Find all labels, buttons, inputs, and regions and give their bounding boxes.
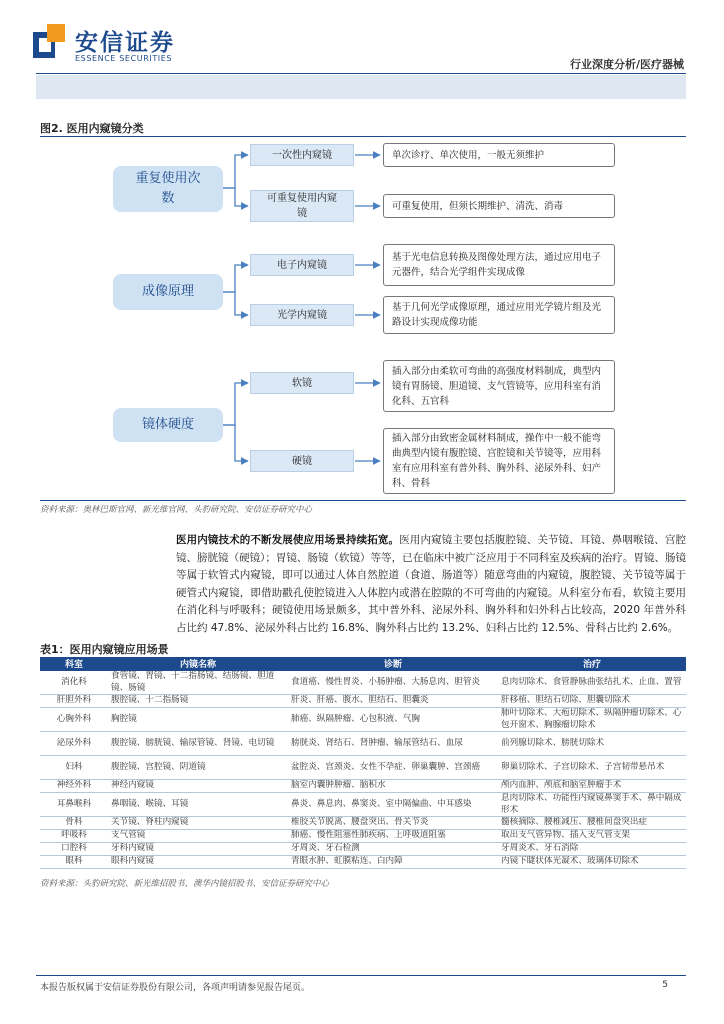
- table-header-row: [40, 657, 686, 671]
- type-electronic-endoscope: 电子内窥镜: [250, 254, 354, 276]
- report-type: 行业深度分析/医疗器械: [569, 58, 684, 71]
- cell-treatment: 肝移植、胆结石切除、胆囊切除术: [498, 695, 686, 708]
- desc-flexible: 插入部分由柔软可弯曲的高强度材料制成，典型内镜有胃肠镜、胆道镜、支气管镜等，应用科室有消化科、五官科: [383, 360, 615, 412]
- footer-disclaimer: 本报告版权属于安信证券股份有限公司，各项声明请参见报告尾页。: [40, 983, 311, 993]
- connector-2b: [223, 292, 248, 315]
- cell-scope: 腹腔镜、膀胱镜、输尿管镜、肾镜、电切镜: [108, 732, 288, 756]
- figure-title: 图2. 医用内窥镜分类: [40, 122, 144, 135]
- header-divider: [36, 73, 686, 74]
- connector-3b: [223, 425, 248, 461]
- cell-scope: 牙科内窥镜: [108, 843, 288, 856]
- cell-scope: 神经内窥镜: [108, 780, 288, 793]
- connector-3a: [223, 383, 248, 425]
- cell-dept: 神经外科: [40, 780, 108, 793]
- desc-rigid: 插入部分由致密金属材料制成，操作中一般不能弯曲典型内镜有腹腔镜、宫腔镜和关节镜等，应用科室有应用科室有普外科、胸外科、泌尿外科、妇产科、骨科: [383, 428, 615, 494]
- cell-dept: 呼吸科: [40, 830, 108, 843]
- cell-dept: 骨科: [40, 817, 108, 830]
- cell-treatment: 息肉切除术、食管静脉曲张结扎术、止血、置管: [498, 671, 686, 695]
- type-rigid-scope: 硬镜: [250, 450, 354, 472]
- connector-2a: [223, 265, 248, 292]
- company-name-en: ESSENCE SECURITIES: [75, 54, 173, 63]
- cell-treatment: 牙周炎术、牙石消除: [498, 843, 686, 856]
- cell-scope: 腹腔镜、宫腔镜、阴道镜: [108, 756, 288, 780]
- table-row: [40, 756, 686, 780]
- table-row: [40, 793, 686, 817]
- table-title: 表1：医用内窥镜应用场景: [40, 643, 169, 656]
- type-flexible-scope: 软镜: [250, 372, 354, 394]
- category-imaging-principle: 成像原理: [113, 274, 223, 310]
- paragraph-lead: 医用内镜技术的不断发展使应用场景持续拓宽。: [176, 534, 400, 546]
- cell-dept: 耳鼻喉科: [40, 793, 108, 817]
- cell-diagnosis: 椎胶关节脱离、腰盘突出、骨关节炎: [288, 817, 498, 830]
- col-header-treatment: 治疗: [498, 657, 686, 671]
- figure-top-rule: [40, 136, 686, 137]
- cell-dept: 口腔科: [40, 843, 108, 856]
- col-header-scope: 内镜名称: [108, 657, 288, 671]
- company-logo: [33, 22, 173, 66]
- cell-treatment: 息肉切除术、功能性内窥镜鼻窦手术、鼻中隔成形术: [498, 793, 686, 817]
- cell-treatment: 内镜下睫状体光凝术、玻璃体切除术: [498, 856, 686, 869]
- paragraph-body: 医用内窥镜主要包括腹腔镜、关节镜、耳镜、鼻咽喉镜、宫腔镜、膀胱镜（硬镜）；胃镜、肠镜（软镜）等等，已在临床中被广泛应用于不同科室及疾病的治疗。胃镜、肠镜等属于软管式内窥镜，即可以通过人体自然腔道（食道、肠道等）随意弯曲的内窥镜，腹腔镜、关节镜等属于硬管式内窥镜，即借助戳孔使腔镜进入人体腔内或潜在腔隙的不可弯曲的内窥镜。从科室分布看，软镜主要用在消化科与呼吸科；硬镜使用场景颇多，其中普外科、泌尿外科、胸外科和妇外科占比较高，2020 年普外科占比约 47.8%、泌尿外科占比约 16.8%、胸外科占比约 13.2%、妇科占比约 12.5%、骨科占比约 2.6%。: [176, 534, 687, 634]
- cell-scope: 腹腔镜、十二指肠镜: [108, 695, 288, 708]
- page-header: [0, 0, 724, 104]
- cell-scope: 支气管镜: [108, 830, 288, 843]
- figure-bottom-rule: [40, 500, 686, 501]
- cell-diagnosis: 膀胱炎、肾结石、肾肿瘤、输尿管结石、血尿: [288, 732, 498, 756]
- cell-dept: 肝胆外科: [40, 695, 108, 708]
- table-row: [40, 817, 686, 830]
- table-row: [40, 856, 686, 869]
- footer-divider: [36, 975, 686, 976]
- col-header-diagnosis: 诊断: [288, 657, 498, 671]
- figure-source: 资料来源：奥林巴斯官网、新光维官网、头豹研究院、安信证券研究中心: [40, 505, 313, 515]
- page-number: 5: [662, 980, 668, 990]
- cell-treatment: 卵巢切除术、子宫切除术、子宫韧带悬吊术: [498, 756, 686, 780]
- col-header-dept: 科室: [40, 657, 108, 671]
- connector-1a: [223, 155, 248, 188]
- desc-electronic: 基于光电信息转换及图像处理方法，通过应用电子元器件，结合光学组件实现成像: [383, 244, 615, 286]
- cell-diagnosis: 食道癌、慢性胃炎、小肠肿瘤、大肠息肉、胆管炎: [288, 671, 498, 695]
- essence-logo-icon: [33, 24, 67, 60]
- application-scenarios-table: [40, 657, 686, 869]
- table-row: [40, 843, 686, 856]
- cell-treatment: 肺叶切除术、大疱切除术、纵隔肿瘤切除术、心包开窗术、胸腺瘤切除术: [498, 708, 686, 732]
- cell-scope: 鼻咽镜、喉镜、耳镜: [108, 793, 288, 817]
- table-source: 资料来源：头豹研究院、新光维招股书、澳华内镜招股书、安信证券研究中心: [40, 879, 330, 889]
- cell-scope: 关节镜、脊柱内窥镜: [108, 817, 288, 830]
- desc-reusable: 可重复使用，但须长期维护、清洗、消毒: [383, 194, 615, 218]
- table-row: [40, 695, 686, 708]
- desc-disposable: 单次诊疗、单次使用，一般无须维护: [383, 143, 615, 167]
- table-row: [40, 708, 686, 732]
- cell-treatment: 前列腺切除术、膀胱切除术: [498, 732, 686, 756]
- table-row: [40, 780, 686, 793]
- cell-diagnosis: 盆腔炎、宫颈炎、女性不孕症、卵巢囊肿、宫颈癌: [288, 756, 498, 780]
- type-disposable-endoscope: 一次性内窥镜: [250, 144, 354, 166]
- cell-diagnosis: 脑室内囊肿肿瘤、脑积水: [288, 780, 498, 793]
- cell-dept: 眼科: [40, 856, 108, 869]
- cell-treatment: 颅内血肿、颅底和脑室肿瘤手术: [498, 780, 686, 793]
- cell-scope: 食管镜、胃镜、十二指肠镜、结肠镜、胆道镜、肠镜: [108, 671, 288, 695]
- table-row: [40, 830, 686, 843]
- type-optical-endoscope: 光学内窥镜: [250, 304, 354, 326]
- header-band: [36, 75, 686, 99]
- cell-dept: 泌尿外科: [40, 732, 108, 756]
- cell-diagnosis: 肺癌、纵隔肿瘤、心包积液、气胸: [288, 708, 498, 732]
- type-reusable-endoscope: 可重复使用内窥镜: [250, 190, 354, 222]
- endoscope-classification-diagram: [40, 138, 686, 498]
- table-row: [40, 732, 686, 756]
- cell-dept: 心胸外科: [40, 708, 108, 732]
- table-row: [40, 671, 686, 695]
- cell-dept: 妇科: [40, 756, 108, 780]
- category-scope-rigidity: 镜体硬度: [113, 408, 223, 442]
- cell-scope: 胸腔镜: [108, 708, 288, 732]
- cell-diagnosis: 牙周炎、牙石检测: [288, 843, 498, 856]
- cell-dept: 消化科: [40, 671, 108, 695]
- cell-scope: 眼科内窥镜: [108, 856, 288, 869]
- desc-optical: 基于几何光学成像原理，通过应用光学镜片组及光路设计实现成像功能: [383, 296, 615, 334]
- connector-1b: [223, 188, 248, 206]
- cell-diagnosis: 肝炎、肝癌、腹水、胆结石、胆囊炎: [288, 695, 498, 708]
- cell-treatment: 取出支气管异物、插入支气管支架: [498, 830, 686, 843]
- body-paragraph: [176, 532, 686, 637]
- company-name-cn: 安信证券: [75, 30, 175, 56]
- cell-diagnosis: 鼻炎、鼻息肉、鼻窦炎、室中隔偏曲、中耳感染: [288, 793, 498, 817]
- category-reuse: 重复使用次数: [113, 166, 223, 212]
- cell-diagnosis: 青眼水肿、虹膜粘连、白内障: [288, 856, 498, 869]
- cell-diagnosis: 肺癌、慢性阻塞性肺疾病、上呼吸道阻塞: [288, 830, 498, 843]
- cell-treatment: 髓核摘除、腰椎减压、腰椎间盘突出症: [498, 817, 686, 830]
